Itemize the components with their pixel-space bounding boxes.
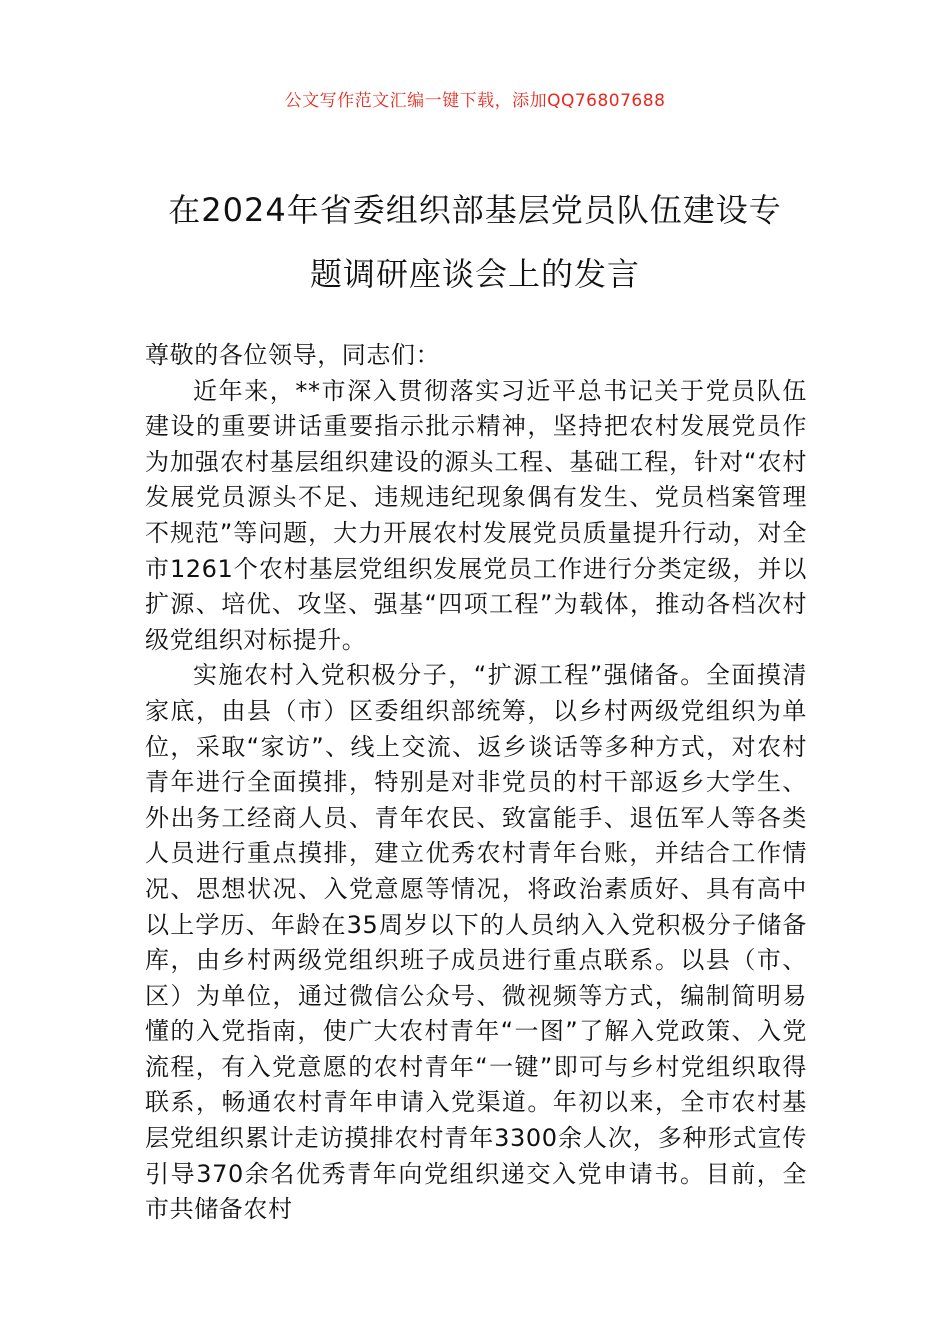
title-line-2: 题调研座谈会上的发言 <box>309 255 640 293</box>
salutation: 尊敬的各位领导，同志们： <box>145 341 441 369</box>
title-line-1: 在2024年省委组织部基层党员队伍建设专 <box>168 191 782 229</box>
document-body <box>145 338 807 1228</box>
download-notice: 公文写作范文汇编一键下载，添加QQ76807688 <box>284 91 666 111</box>
paragraph-expansion-project: 实施农村入党积极分子，“扩源工程”强储备。全面摸清家底，由县（市）区委组织部统筹，以乡村两级党组织为单位，采取“家访”、线上交流、返乡谈话等多种方式，对农村青年进行全面摸排，特别是对非党员的村干部返乡大学生、外出务工经商人员、青年农民、致富能手、退伍军人等各类人员进行重点摸排，建立优秀农村青年台账，并结合工作情况、思想状况、入党意愿等情况，将政治素质好、具有高中以上学历、年龄在35周岁以下的人员纳入入党积极分子储备库，由乡村两级党组织班子成员进行重点联系。以县（市、区）为单位，通过微信公众号、微视频等方式，编制简明易懂的入党指南，使广大农村青年“一图”了解入党政策、入党流程，有入党意愿的农村青年“一键”即可与乡村党组织取得联系，畅通农村青年申请入党渠道。年初以来，全市农村基层党组织累计走访摸排农村青年3300余人次，多种形式宣传引导370余名优秀青年向党组织递交入党申请书。目前，全市共储备农村 <box>145 661 807 1224</box>
paragraph-intro: 近年来，**市深入贯彻落实习近平总书记关于党员队伍建设的重要讲话重要指示批示精神，坚持把农村发展党员作为加强农村基层组织建设的源头工程、基础工程，针对“农村发展党员源头不足、违规违纪现象偶有发生、党员档案管理不规范”等问题，大力开展农村发展党员质量提升行动，对全市1261个农村基层党组织发展党员工作进行分类定级，并以扩源、培优、攻坚、强基“四项工程”为载体，推动各档次村级党组织对标提升。 <box>145 376 807 654</box>
document-title <box>140 178 810 306</box>
